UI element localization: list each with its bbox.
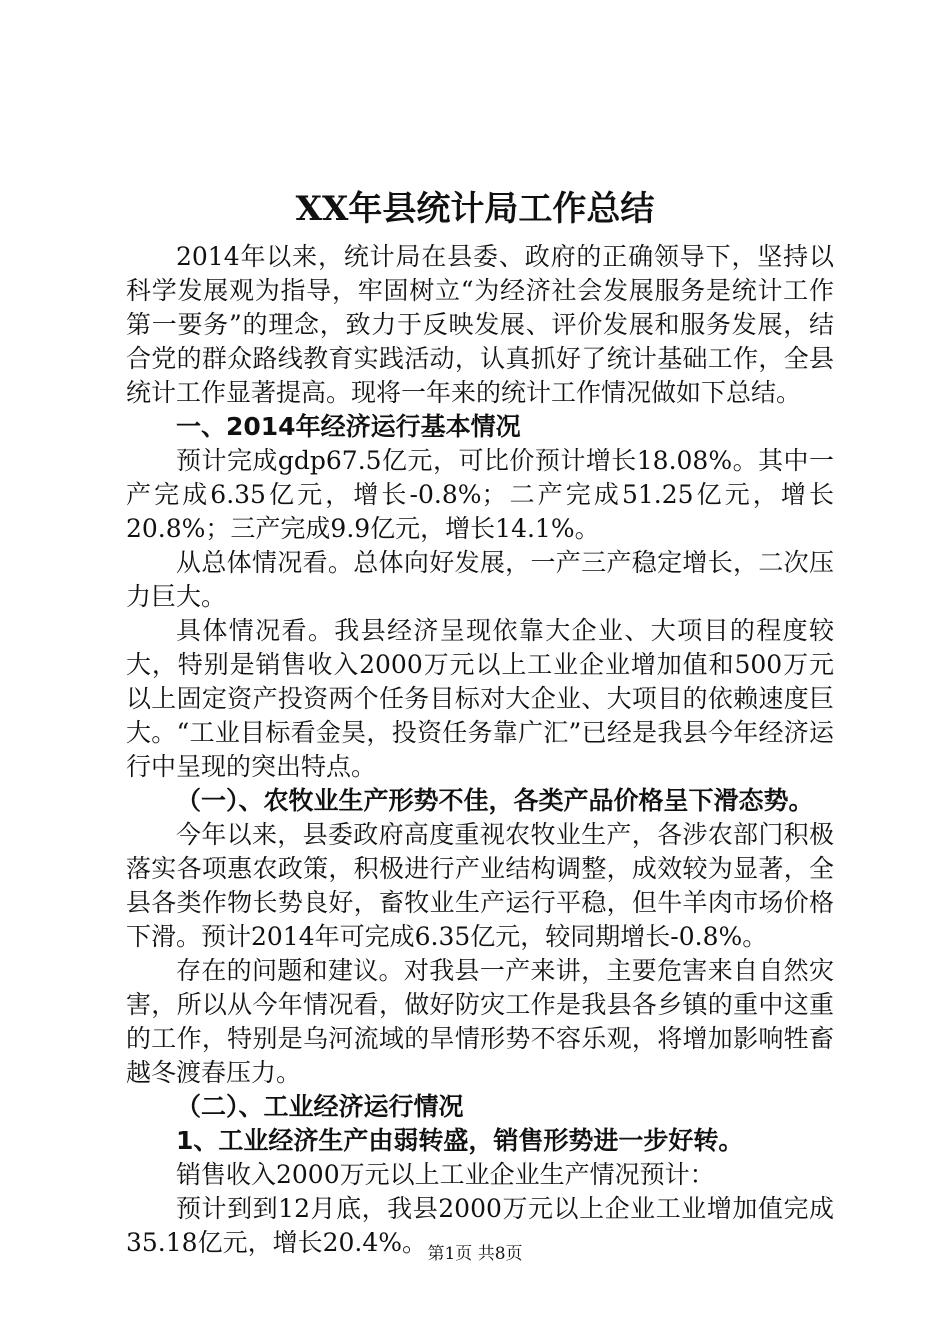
paragraph-forecast: 预计到到12月底，我县2000万元以上企业工业增加值完成35.18亿元，增长20.4%。: [126, 1194, 834, 1257]
paragraph-gdp: 预计完成gdp67.5亿元，可比价预计增长18.08%。其中一产完成6.35亿元，增长-0.8%；二产完成51.25亿元，增长20.8%；三产完成9.9亿元，增长14.1%。: [126, 446, 834, 543]
paragraph-problems: 存在的问题和建议。对我县一产来讲，主要危害来自自然灾害，所以从今年情况看，做好防灾工作是我县各乡镇的重中这重的工作，特别是乌河流域的旱情形势不容乐观，将增加影响牲畜越冬渡春压力。: [126, 956, 834, 1087]
paragraph-sales: 销售收入2000万元以上工业企业生产情况预计：: [176, 1160, 715, 1189]
section-heading-agriculture: （一）、农牧业生产形势不佳，各类产品价格呈下滑态势。: [176, 786, 814, 815]
paragraph-agriculture: 今年以来，县委政府高度重视农牧业生产，各涉农部门积极落实各项惠农政策，积极进行产业结构调整，成效较为显著，全县各类作物长势良好，畜牧业生产运行平稳，但牛羊肉市场价格下滑。预计2014年可完成6.35亿元，较同期增长-0.8%。: [126, 820, 834, 951]
subsection-heading-industry-1: 1、工业经济生产由弱转盛，销售形势进一步好转。: [176, 1126, 744, 1155]
document-title: XX年县统计局工作总结: [295, 189, 655, 229]
paragraph-overall: 从总体情况看。总体向好发展，一产三产稳定增长，二次压力巨大。: [126, 548, 834, 611]
paragraph-intro: 2014年以来，统计局在县委、政府的正确领导下，坚持以科学发展观为指导，牢固树立“为经济社会发展服务是统计工作第一要务”的理念，致力于反映发展、评价发展和服务发展，结合党的群众路线教育实践活动，认真抓好了统计基础工作，全县统计工作显著提高。现将一年来的统计工作情况做如下总结。: [126, 242, 834, 407]
page-footer: 第1页 共8页: [427, 1244, 523, 1264]
document-body: [126, 240, 834, 1260]
section-heading-1: 一、2014年经济运行基本情况: [176, 412, 521, 441]
paragraph-specific: 具体情况看。我县经济呈现依靠大企业、大项目的程度较大，特别是销售收入2000万元以上工业企业增加值和500万元以上固定资产投资两个任务目标对大企业、大项目的依赖速度巨大。“工业目标看金昊，投资任务靠广汇”已经是我县今年经济运行中呈现的突出特点。: [126, 616, 834, 781]
section-heading-industry: （二）、工业经济运行情况: [176, 1092, 464, 1121]
